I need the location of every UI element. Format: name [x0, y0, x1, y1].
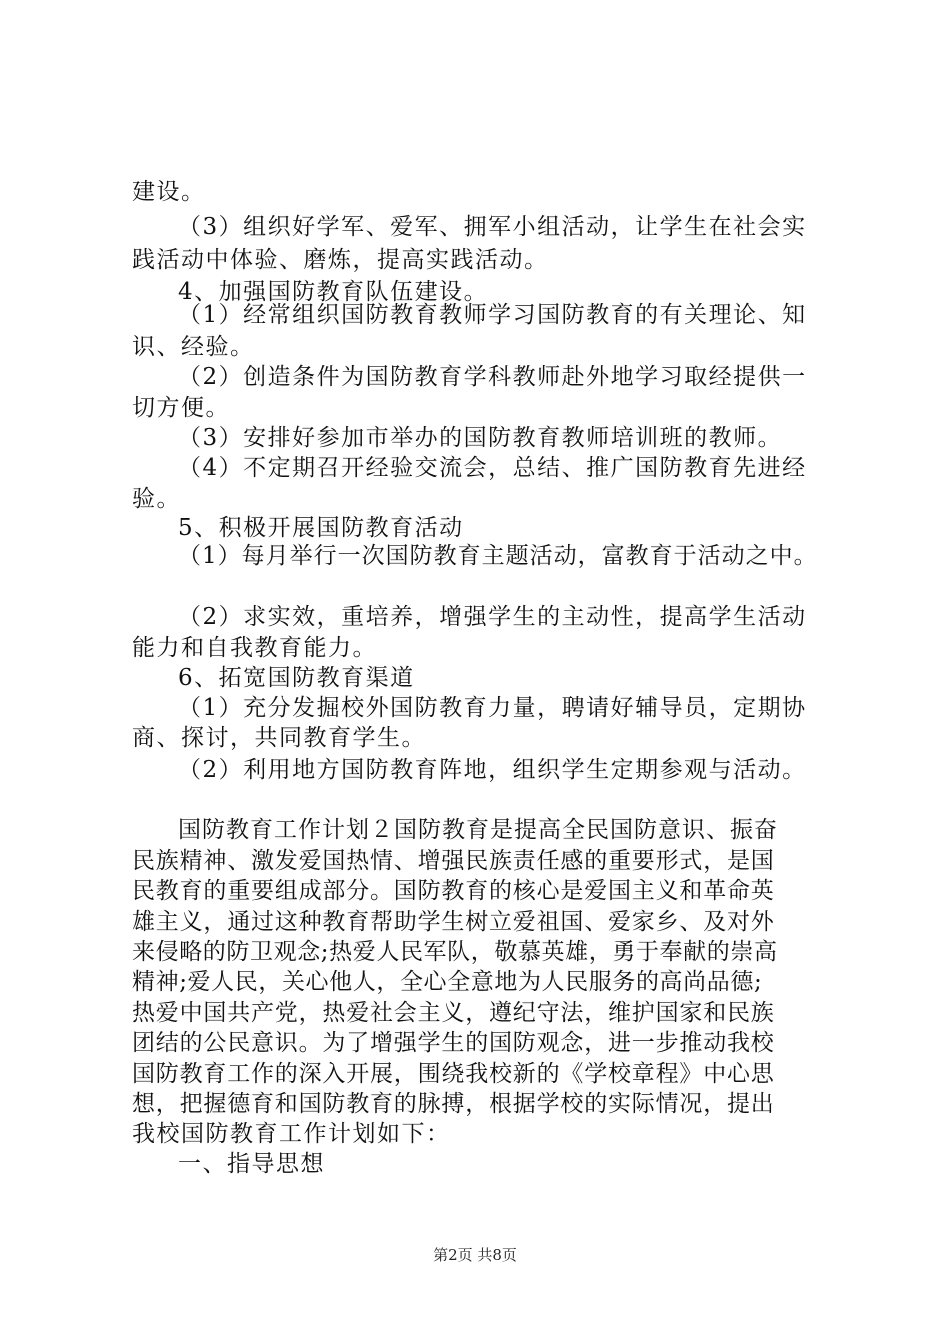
text-line: 识、经验。 — [132, 334, 255, 360]
text-line: 雄主义，通过这种教育帮助学生树立爱祖国、爱家乡、及对外 — [132, 909, 775, 935]
text-line: （4）不定期召开经验交流会，总结、推广国防教育先进经 — [178, 455, 807, 481]
text-line: （1）每月举行一次国防教育主题活动，富教育于活动之中。 — [178, 543, 818, 569]
text-line: 想，把握德育和国防教育的脉搏，根据学校的实际情况，提出 — [132, 1091, 775, 1117]
text-line: （2）创造条件为国防教育学科教师赴外地学习取经提供一 — [178, 364, 807, 390]
page-footer: 第2页 共8页 — [433, 1246, 517, 1264]
text-line: 4、加强国防教育队伍建设。 — [178, 279, 489, 305]
text-line: （2）求实效，重培养，增强学生的主动性，提高学生活动 — [178, 604, 807, 630]
text-line: 民教育的重要组成部分。国防教育的核心是爱国主义和革命英 — [132, 878, 775, 904]
text-line: （2）利用地方国防教育阵地，组织学生定期参观与活动。 — [178, 757, 807, 783]
text-line: 团结的公民意识。为了增强学生的国防观念，进一步推动我校 — [132, 1030, 775, 1056]
text-line: 践活动中体验、磨炼，提高实践活动。 — [132, 247, 549, 273]
text-line: （3）组织好学军、爱军、拥军小组活动，让学生在社会实 — [178, 214, 807, 240]
text-line: 5、积极开展国防教育活动 — [178, 515, 464, 541]
text-line: 切方便。 — [132, 395, 230, 421]
section-heading: 一、指导思想 — [178, 1151, 325, 1177]
text-line: 商、探讨，共同教育学生。 — [132, 725, 426, 751]
text-line: （3）安排好参加市举办的国防教育教师培训班的教师。 — [178, 425, 783, 451]
text-line: 热爱中国共产党，热爱社会主义，遵纪守法，维护国家和民族 — [132, 1000, 775, 1026]
text-line: 来侵略的防卫观念;热爱人民军队，敬慕英雄，勇于奉献的崇高 — [132, 939, 778, 965]
text-line: 能力和自我教育能力。 — [132, 635, 377, 661]
text-line: 国防教育工作计划２国防教育是提高全民国防意识、振奋 — [178, 817, 778, 843]
text-line: 国防教育工作的深入开展，围绕我校新的《学校章程》中心思 — [132, 1061, 775, 1087]
text-line: 精神;爱人民，关心他人，全心全意地为人民服务的高尚品德; — [132, 969, 763, 995]
text-line: 民族精神、激发爱国热情、增强民族责任感的重要形式，是国 — [132, 848, 775, 874]
text-line: 我校国防教育工作计划如下： — [132, 1121, 451, 1147]
text-line: 6、拓宽国防教育渠道 — [178, 665, 415, 691]
text-line: （1）充分发掘校外国防教育力量，聘请好辅导员，定期协 — [178, 695, 807, 721]
text-line: （1）经常组织国防教育教师学习国防教育的有关理论、知 — [178, 302, 807, 328]
text-line: 验。 — [132, 486, 181, 512]
text-line: 建设。 — [132, 179, 206, 205]
